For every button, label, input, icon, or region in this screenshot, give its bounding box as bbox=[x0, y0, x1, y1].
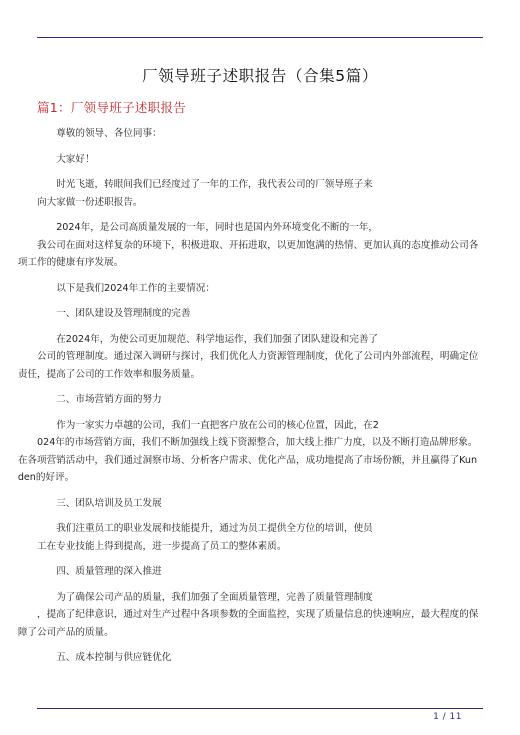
body-paragraph bbox=[37, 649, 483, 667]
paragraph-line: 024年的市场营销方面，我们不断加强线上线下资源整合，加大线上推广力度，以及不断打造品牌形象。在各项营销活动中，我们通过洞察市场、分析客户需求、优化产品，成功地提高了市场份额，并且赢得了Kunden的好评。 bbox=[17, 437, 478, 483]
paragraph-line: 公司的管理制度。通过深入调研与探讨，我们优化人力资源管理制度，优化了公司内外部流程，明确定位责任，提高了公司的工作效率和服务质量。 bbox=[17, 351, 479, 380]
paragraph-line: 我们注重员工的职业发展和技能提升，通过为员工提供全方位的培训，使员 bbox=[56, 523, 373, 534]
body-paragraph bbox=[17, 219, 483, 272]
body-paragraph bbox=[37, 125, 483, 143]
paragraph-line: 四、质量管理的深入推进 bbox=[56, 566, 162, 577]
paragraph-line: 三、团队培训及员工发展 bbox=[56, 497, 162, 509]
body-paragraph bbox=[17, 417, 483, 487]
paragraph-line: 向大家做一份述职报告。 bbox=[37, 196, 143, 208]
paragraph-line: 五、成本控制与供应链优化 bbox=[56, 652, 172, 663]
paragraph-line: 为了确保公司产品的质量，我们加强了全面质量管理，完善了质量管理制度 bbox=[56, 591, 373, 603]
body-paragraph bbox=[17, 331, 483, 384]
body-paragraph bbox=[37, 176, 483, 211]
paragraph-line: 作为一家实力卓越的公司，我们一直把客户放在公司的核心位置，因此，在2 bbox=[56, 419, 379, 431]
paragraph-line: ，提高了纪律意识，通过对生产过程中各项参数的全面监控，实现了质量信息的快速响应，最大程度的保障了公司产品的质量。 bbox=[17, 609, 479, 638]
body-paragraph bbox=[37, 563, 483, 581]
paragraph-line: 时光飞逝，转眼间我们已经度过了一年的工作，我代表公司的厂领导班子来 bbox=[56, 179, 373, 190]
section-heading: 篇1：厂领导班子述职报告 bbox=[37, 100, 187, 115]
body-paragraph bbox=[37, 391, 483, 409]
body-paragraph bbox=[17, 589, 483, 642]
body-paragraph bbox=[37, 151, 483, 169]
page-number: 1 / 11 bbox=[433, 712, 462, 722]
body-paragraph bbox=[37, 280, 483, 298]
paragraph-line: 大家好！ bbox=[56, 153, 95, 165]
document-body bbox=[17, 125, 483, 675]
paragraph-line: 以下是我们2024年工作的主要情况： bbox=[56, 282, 215, 294]
footer-rule bbox=[37, 708, 483, 709]
paragraph-line: 我公司在面对这样复杂的环境下，积极进取、开拓进取，以更加饱满的热情、更加认真的态度推动公司各项工作的健康有序发展。 bbox=[17, 239, 479, 268]
document-title: 厂领导班子述职报告（合集5篇） bbox=[142, 67, 378, 85]
body-paragraph bbox=[37, 495, 483, 513]
header-rule bbox=[37, 37, 483, 38]
body-paragraph bbox=[37, 305, 483, 323]
paragraph-line: 一、团队建设及管理制度的完善 bbox=[56, 308, 191, 319]
paragraph-line: 在2024年，为使公司更加规范、科学地运作，我们加强了团队建设和完善了 bbox=[56, 333, 379, 345]
paragraph-line: 2024年，是公司高质量发展的一年，同时也是国内外环境变化不断的一年， bbox=[56, 222, 379, 233]
paragraph-line: 工在专业技能上得到提高，进一步提高了员工的整体素质。 bbox=[37, 540, 287, 552]
paragraph-line: 二、市场营销方面的努力 bbox=[56, 394, 162, 405]
body-paragraph bbox=[37, 520, 483, 555]
paragraph-line: 尊敬的领导、各位同事： bbox=[56, 128, 162, 139]
